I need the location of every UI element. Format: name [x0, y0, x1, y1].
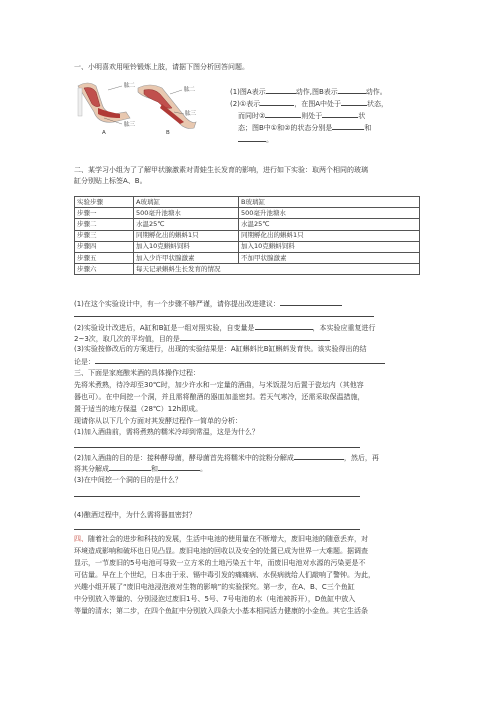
q4-line-7: 等量的清水；第二步，在四个鱼缸中分别放入四条大小基本相同活力健康的小金鱼。其它生活条 — [74, 607, 368, 615]
q3-para-3: 置于适当的地方保温（28℃）12h即成。 — [74, 405, 203, 413]
q1-line4: 态；图B中①和②的状态分别是 和 — [238, 124, 372, 132]
q3-para-4: 现请你从以下几个方面对其发酵过程作一简单的分析： — [74, 417, 242, 425]
q1-title: 一、小明喜欢用哑铃锻炼上肢，请据下图分析回答问题。 — [74, 63, 249, 71]
q3-para-1: 先将米煮熟，待冷却至30℃时，加少许水和一定量的酒曲，与米饭混匀后置于瓷坛内（其他容 — [74, 381, 364, 389]
fig-label-a: A — [102, 130, 106, 136]
table-row: 步骤二 水温25℃ 水温25℃ — [75, 219, 420, 230]
q3-sub4: (4)酿酒过程中，为什么需将器皿密封？ — [74, 511, 196, 519]
table-row: 实验步骤 A玻璃缸 B玻璃缸 — [75, 197, 420, 208]
experiment-table — [74, 196, 420, 275]
q1-line1: (1)图A表示 动作,图B表示 动作。 — [230, 88, 387, 96]
q3-para-2: 器也可）。在中间挖一个洞，并且需将酿酒的器皿加盖密封。若天气寒冷，还需采取保温措施， — [74, 393, 365, 401]
q1-line5: 。 — [238, 134, 273, 145]
q3-sub3-blank — [74, 489, 360, 500]
table-row: 步骤四 加入10克蝌蚪饲料 加入10克蝌蚪饲料 — [75, 241, 420, 252]
q2-intro-2: 缸分别贴上标签A、B。 — [74, 177, 147, 185]
q2-sub2: (2)实验设计改进后，A缸和B缸是一组对照实验，自变量是 ，本实验应重复进行 — [74, 324, 376, 332]
table-row: 步骤六 每天记录蝌蚪生长发育的情况 — [75, 264, 420, 275]
q4-heading: 四、 — [74, 535, 88, 543]
arm-muscle-figure — [74, 78, 199, 138]
q3-sub3: (3)在中间挖一个洞的目的是什么？ — [74, 476, 182, 484]
table-row: 步骤三 同期孵化出的蝌蚪1只 同期孵化出的蝌蚪1只 — [75, 230, 420, 241]
q3-sub1: (1)加入酒曲前，需将煮熟的糯米冷却到常温，这是为什么？ — [74, 428, 259, 436]
q2-sub1-blank — [74, 309, 374, 320]
q3-title: 三、下面是家庭酿米酒的具体操作过程： — [74, 369, 200, 377]
q4-line-6: 中分别放入等量的、分别浸泡过废旧1号、5号、7号电池的水（电池被拆开），D鱼缸中放入 — [74, 595, 356, 603]
q4-line-3: 显示，一节废旧的5号电池可导致一立方米的土地污染五十年，而废旧电池对水源的污染更是不 — [74, 559, 366, 567]
arm-muscle-illustration — [74, 78, 199, 138]
q4-line-1: 四、随着社会的进步和科技的发展，生活中电池的使用量在不断增大，废旧电池的随意丢弃，对 — [74, 535, 368, 543]
q2-sub3-cont: 论是： — [74, 356, 385, 367]
fig-label-muscle1-a: 肱二 — [124, 83, 136, 89]
q2-sub3: (3)实验按修改后的方案进行，出现的实验结果是：A缸蝌蚪比B缸蝌蚪发育快。该实验得出的结 — [74, 345, 367, 353]
q3-sub4-blank — [74, 522, 360, 533]
fig-label-muscle2-b: 肱三 — [185, 111, 197, 117]
q2-intro-1: 二、某学习小组为了了解甲状腺激素对青蛙生长发育的影响，进行如下实验：取两个相同的玻璃 — [74, 166, 368, 174]
fig-label-b: B — [166, 130, 170, 136]
q2-sub1: (1)在这个实验设计中，有一个步骤不够严谨，请你提出改进建议： — [74, 298, 342, 309]
q3-sub2: (2)加入酒曲的目的是：接种酵母菌，酵母菌首先将糯米中的淀粉分解成 ，然后，再 — [74, 454, 379, 462]
q1-line3: 而同时② 则处于 状 — [238, 112, 366, 120]
q1-line2: (2)①表示 ，在图A中处于 状态， — [230, 100, 388, 108]
q4-line-5: 兴趣小组开展了“废旧电池浸泡液对生物的影响”的实验探究。第一步，在A、B、C三个鱼缸 — [74, 583, 355, 591]
q4-line-2: 环境造成影响和破坏也日见凸显。废旧电池的回收以及安全的处置已成为世界一大难题。据调查 — [74, 547, 368, 555]
fig-label-muscle2-a: 肱三 — [124, 122, 136, 128]
table-row: 步骤一 500毫升池塘水 500毫升池塘水 — [75, 208, 420, 219]
q3-sub2-cont: 将其分解成 和 。 — [74, 465, 207, 473]
fig-label-muscle1-b: 肱二 — [184, 87, 196, 93]
table-row: 步骤五 加入少许甲状腺激素 不加甲状腺激素 — [75, 252, 420, 263]
q3-sub1-blank — [74, 440, 360, 451]
q4-line-4: 可估量。早在上个世纪，日本由于汞、镉中毒引发的痛痛病、水俣病就给人们敲响了警钟。为此， — [74, 571, 375, 579]
q2-sub2-cont: 2~3次，取几次的平均值，目的是 — [74, 333, 330, 344]
